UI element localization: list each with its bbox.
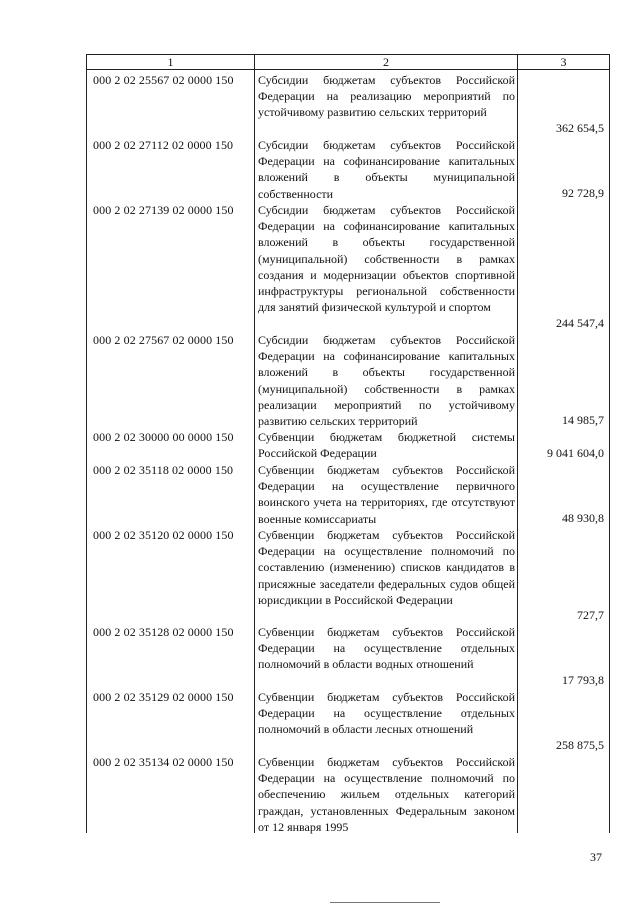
table-row [87, 754, 609, 833]
row-description: Субсидии бюджетам субъектов Российской Федерации на софинансирование капитальных вложений в объекты государственной (муниципальной) собственности в рамках создания и модернизации объектов спортивной инфраструктуры региональной собственности для занятий физической культурой и спортом [258, 203, 515, 315]
row-value: 14 985,7 [562, 413, 604, 427]
row-description: Субвенции бюджетам субъектов Российской Федерации на осуществление полномочий по обеспечению жильем отдельных категорий граждан, установленных Федеральным законом от 12 января 1995 [258, 755, 515, 834]
scan-edge-mark [330, 902, 440, 903]
row-value: 244 547,4 [556, 316, 604, 330]
table-row [87, 137, 609, 202]
row-description: Субвенции бюджетам субъектов Российской Федерации на осуществление отдельных полномочий в области лесных отношений [258, 690, 515, 737]
row-code: 000 2 02 35134 02 0000 150 [93, 755, 234, 769]
row-value: 48 930,8 [562, 511, 604, 525]
row-code: 000 2 02 30000 00 0000 150 [93, 430, 234, 444]
row-description: Субвенции бюджетам субъектов Российской Федерации на осуществление первичного воинского учета на территориях, где отсутствуют военные комиссариаты [258, 463, 515, 526]
row-code: 000 2 02 27139 02 0000 150 [93, 203, 234, 217]
table-row [87, 202, 609, 332]
table-row [87, 624, 609, 689]
row-value: 362 654,5 [556, 121, 604, 135]
row-description: Субвенции бюджетам субъектов Российской Федерации на осуществление полномочий по составлению (изменению) списков кандидатов в присяжные заседатели федеральных судов общей юрисдикции в Российской Федерации [258, 528, 515, 607]
table-row [87, 462, 609, 527]
row-description: Субвенции бюджетам бюджетной системы Российской Федерации [258, 430, 515, 461]
row-code: 000 2 02 35120 02 0000 150 [93, 528, 234, 542]
row-code: 000 2 02 27112 02 0000 150 [93, 138, 234, 152]
header-col-3: 3 [560, 55, 567, 69]
row-value: 17 793,8 [562, 673, 604, 687]
row-value: 258 875,5 [556, 738, 604, 752]
row-description: Субсидии бюджетам субъектов Российской Федерации на реализацию мероприятий по устойчивому развитию сельских территорий [258, 73, 515, 120]
row-code: 000 2 02 35118 02 0000 150 [93, 463, 234, 477]
row-code: 000 2 02 25567 02 0000 150 [93, 73, 234, 87]
table-row [87, 72, 609, 137]
row-code: 000 2 02 27567 02 0000 150 [93, 333, 234, 347]
row-code: 000 2 02 35128 02 0000 150 [93, 625, 234, 639]
row-value: 727,7 [577, 608, 604, 622]
header-col-2: 2 [383, 55, 389, 69]
page-number: 37 [590, 850, 602, 864]
header-col-1: 1 [167, 55, 174, 69]
row-description: Субвенции бюджетам субъектов Российской Федерации на осуществление отдельных полномочий в области водных отношений [258, 625, 515, 672]
table-row [87, 429, 609, 462]
table-row [87, 689, 609, 754]
row-value: 9 041 604,0 [547, 446, 604, 460]
table-row [87, 527, 609, 624]
budget-table [86, 54, 610, 833]
table-header [87, 55, 609, 70]
row-description: Субсидии бюджетам субъектов Российской Федерации на софинансирование капитальных вложений в объекты муниципальной собственности [258, 138, 515, 201]
row-value: 92 728,9 [562, 186, 604, 200]
table-row [87, 332, 609, 429]
row-description: Субсидии бюджетам субъектов Российской Федерации на софинансирование капитальных вложений в объекты государственной (муниципальной) собственности в рамках реализации мероприятий по устойчивому развитию сельских территорий [258, 333, 515, 429]
row-code: 000 2 02 35129 02 0000 150 [93, 690, 234, 704]
